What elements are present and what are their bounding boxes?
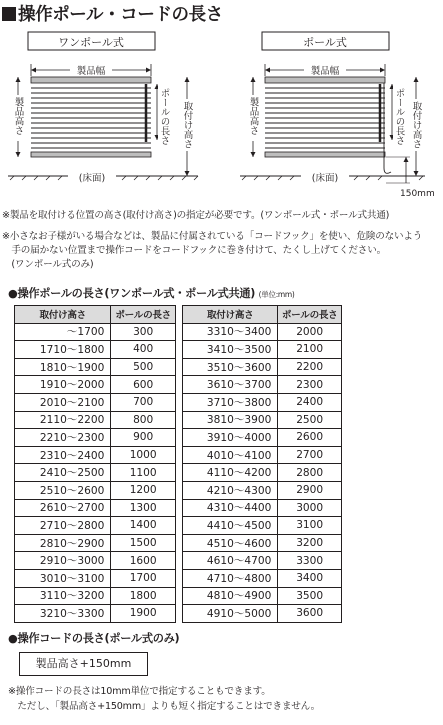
table-row bbox=[183, 481, 342, 499]
one-pole-bottomrail bbox=[31, 152, 151, 157]
pole-length-cell: 2300 bbox=[278, 376, 342, 394]
table-row bbox=[183, 552, 342, 570]
unit-label: (単位:mm) bbox=[258, 290, 295, 299]
mount-height-cell: 3310～3400 bbox=[183, 323, 278, 341]
pole-bottomrail bbox=[265, 152, 385, 157]
mount-height-cell: 2510～2600 bbox=[15, 481, 111, 499]
mount-height-cell: 2310～2400 bbox=[15, 446, 111, 464]
one-pole-diagram bbox=[0, 30, 225, 206]
cord-length-formula: 製品高さ+150mm bbox=[19, 652, 148, 676]
mount-height-cell: 4210～4300 bbox=[183, 481, 278, 499]
mount-height-cell: 4310～4400 bbox=[183, 499, 278, 517]
pole-length-cell: 1200 bbox=[111, 481, 176, 499]
mount-height-cell: 1910～2000 bbox=[15, 376, 111, 394]
mount-height-cell: 3710～3800 bbox=[183, 393, 278, 411]
mount-height-cell: 1810～1900 bbox=[15, 358, 111, 376]
table-row bbox=[15, 481, 176, 499]
cord-length-section-title: ●操作コードの長さ(ポール式のみ) bbox=[8, 632, 180, 645]
cord-note-line1: ※操作コードの長さは10mm単位で指定することもできます。 bbox=[8, 686, 271, 697]
mount-height-cell: 3410～3500 bbox=[183, 341, 278, 359]
note-cord-hook-line1: ※小さなお子様がいる場合などは、製品に付属されている「コードフック」を使い、危険のないよう bbox=[2, 231, 423, 242]
table-row bbox=[15, 605, 176, 623]
mount-height-cell: 4510～4600 bbox=[183, 534, 278, 552]
mount-height-cell: 4010～4100 bbox=[183, 446, 278, 464]
mount-height-cell: 3010～3100 bbox=[15, 569, 111, 587]
table-header-row bbox=[15, 306, 176, 324]
table-row bbox=[15, 376, 176, 394]
pole-slats bbox=[265, 88, 385, 148]
pole-length-cell: 2000 bbox=[278, 323, 342, 341]
table-row bbox=[15, 517, 176, 535]
mount-height-cell: 2410～2500 bbox=[15, 464, 111, 482]
pole-height-label: 製品高さ bbox=[247, 97, 259, 135]
pole-length-cell: 3300 bbox=[278, 552, 342, 570]
pole-length-cell: 2800 bbox=[278, 464, 342, 482]
one-pole-headrail bbox=[31, 77, 151, 83]
pole-length-cell: 2700 bbox=[278, 446, 342, 464]
table-row bbox=[183, 411, 342, 429]
table-row bbox=[15, 429, 176, 447]
mount-height-cell: 3110～3200 bbox=[15, 587, 111, 605]
pole-length-cell: 1800 bbox=[111, 587, 176, 605]
pole-length-cell: 3400 bbox=[278, 569, 342, 587]
pole-length-cell: 1100 bbox=[111, 464, 176, 482]
table-row bbox=[183, 393, 342, 411]
table-row bbox=[15, 341, 176, 359]
pole-length-cell: 1300 bbox=[111, 499, 176, 517]
mount-height-cell: 4610～4700 bbox=[183, 552, 278, 570]
note-cord-hook-line2: 手の届かない位置まで操作コードをコードフックに巻き付けて、たくし上げてください。 bbox=[2, 245, 386, 256]
mount-height-cell: ～1700 bbox=[15, 323, 111, 341]
pole-length-cell: 2100 bbox=[278, 341, 342, 359]
pole-length-cell: 1600 bbox=[111, 552, 176, 570]
table-row bbox=[183, 534, 342, 552]
pole-headrail bbox=[265, 77, 385, 83]
one-pole-height-label: 製品高さ bbox=[12, 97, 24, 135]
pole-length-cell: 3000 bbox=[278, 499, 342, 517]
table-header-row bbox=[183, 306, 342, 324]
pole-mount-label: 取付け高さ bbox=[410, 101, 422, 149]
pole-length-cell: 1000 bbox=[111, 446, 176, 464]
mount-height-cell: 3610～3700 bbox=[183, 376, 278, 394]
table-row bbox=[183, 569, 342, 587]
pole-length-table-left bbox=[14, 305, 176, 623]
mount-height-cell: 4910～5000 bbox=[183, 605, 278, 623]
pole-length-title-text: ●操作ポールの長さ(ワンポール式・ポール式共通) bbox=[8, 287, 256, 300]
pole-length-cell: 3600 bbox=[278, 605, 342, 623]
table-row bbox=[15, 587, 176, 605]
pole-length-table-right bbox=[182, 305, 342, 623]
table-row bbox=[183, 358, 342, 376]
table-row bbox=[15, 499, 176, 517]
col-mount-height: 取付け高さ bbox=[183, 306, 278, 324]
table-row bbox=[15, 393, 176, 411]
mount-height-cell: 2110～2200 bbox=[15, 411, 111, 429]
pole-length-cell: 700 bbox=[111, 393, 176, 411]
pole-length-cell: 2500 bbox=[278, 411, 342, 429]
pole-pole-label: ポールの長さ bbox=[393, 88, 405, 145]
table-row bbox=[15, 323, 176, 341]
table-row bbox=[183, 605, 342, 623]
mount-height-cell: 2710～2800 bbox=[15, 517, 111, 535]
mount-height-cell: 1710～1800 bbox=[15, 341, 111, 359]
pole-length-cell: 2900 bbox=[278, 481, 342, 499]
mount-height-cell: 3210～3300 bbox=[15, 605, 111, 623]
pole-length-cell: 2600 bbox=[278, 429, 342, 447]
pole-diagram bbox=[225, 30, 443, 206]
pole-length-cell: 1500 bbox=[111, 534, 176, 552]
pole-offset-label: 150mm bbox=[400, 189, 435, 199]
note-mount-height: ※製品を取付ける位置の高さ(取付け高さ)の指定が必要です。(ワンポール式・ポール式共通) bbox=[2, 210, 390, 221]
mount-height-cell: 2010～2100 bbox=[15, 393, 111, 411]
pole-length-cell: 3200 bbox=[278, 534, 342, 552]
pole-length-cell: 2400 bbox=[278, 393, 342, 411]
pole-length-cell: 3100 bbox=[278, 517, 342, 535]
one-pole-label: ワンポール式 bbox=[58, 36, 124, 49]
one-pole-slats bbox=[31, 88, 151, 148]
one-pole-floor-label: (床面) bbox=[78, 173, 106, 184]
table-row bbox=[183, 464, 342, 482]
mount-height-cell: 3510～3600 bbox=[183, 358, 278, 376]
one-pole-mount-label: 取付け高さ bbox=[181, 101, 193, 149]
pole-length-cell: 400 bbox=[111, 341, 176, 359]
mount-height-cell: 3810～3900 bbox=[183, 411, 278, 429]
mount-height-cell: 2910～3000 bbox=[15, 552, 111, 570]
pole-length-section-title bbox=[8, 285, 295, 301]
pole-length-cell: 1700 bbox=[111, 569, 176, 587]
table-row bbox=[15, 552, 176, 570]
mount-height-cell: 4410～4500 bbox=[183, 517, 278, 535]
note-cord-hook-line3: (ワンポール式のみ) bbox=[2, 259, 94, 270]
mount-height-cell: 2610～2700 bbox=[15, 499, 111, 517]
pole-floor-label: (床面) bbox=[311, 173, 339, 184]
pole-length-cell: 500 bbox=[111, 358, 176, 376]
mount-height-cell: 4710～4800 bbox=[183, 569, 278, 587]
col-mount-height: 取付け高さ bbox=[15, 306, 111, 324]
table-row bbox=[183, 446, 342, 464]
pole-cord bbox=[384, 83, 391, 173]
mount-height-cell: 2810～2900 bbox=[15, 534, 111, 552]
table-row bbox=[183, 517, 342, 535]
pole-length-cell: 900 bbox=[111, 429, 176, 447]
pole-length-cell: 800 bbox=[111, 411, 176, 429]
pole-length-cell: 1900 bbox=[111, 605, 176, 623]
page-title-text: 操作ポール・コードの長さ bbox=[18, 5, 223, 25]
table-row bbox=[15, 446, 176, 464]
pole-label: ポール式 bbox=[303, 36, 347, 49]
title-square-icon bbox=[2, 7, 16, 21]
pole-length-cell: 2200 bbox=[278, 358, 342, 376]
mount-height-cell: 2210～2300 bbox=[15, 429, 111, 447]
table-row bbox=[15, 534, 176, 552]
one-pole-width-label: 製品幅 bbox=[76, 66, 106, 77]
table-row bbox=[183, 376, 342, 394]
table-row bbox=[183, 341, 342, 359]
mount-height-cell: 3910～4000 bbox=[183, 429, 278, 447]
table-row bbox=[15, 411, 176, 429]
table-row bbox=[15, 358, 176, 376]
col-pole-length: ポールの長さ bbox=[111, 306, 176, 324]
table-row bbox=[183, 323, 342, 341]
table-row bbox=[183, 587, 342, 605]
cord-note-line2: ただし、「製品高さ+150mm」よりも短く指定することはできません。 bbox=[8, 701, 321, 712]
pole-length-cell: 1400 bbox=[111, 517, 176, 535]
pole-length-cell: 300 bbox=[111, 323, 176, 341]
one-pole-pole-label: ポールの長さ bbox=[158, 88, 170, 145]
table-row bbox=[15, 569, 176, 587]
mount-height-cell: 4810～4900 bbox=[183, 587, 278, 605]
pole-length-cell: 600 bbox=[111, 376, 176, 394]
pole-width-label: 製品幅 bbox=[310, 66, 340, 77]
page-title bbox=[2, 1, 223, 26]
mount-height-cell: 4110～4200 bbox=[183, 464, 278, 482]
table-row bbox=[183, 499, 342, 517]
table-row bbox=[15, 464, 176, 482]
pole-length-cell: 3500 bbox=[278, 587, 342, 605]
col-pole-length: ポールの長さ bbox=[278, 306, 342, 324]
table-row bbox=[183, 429, 342, 447]
